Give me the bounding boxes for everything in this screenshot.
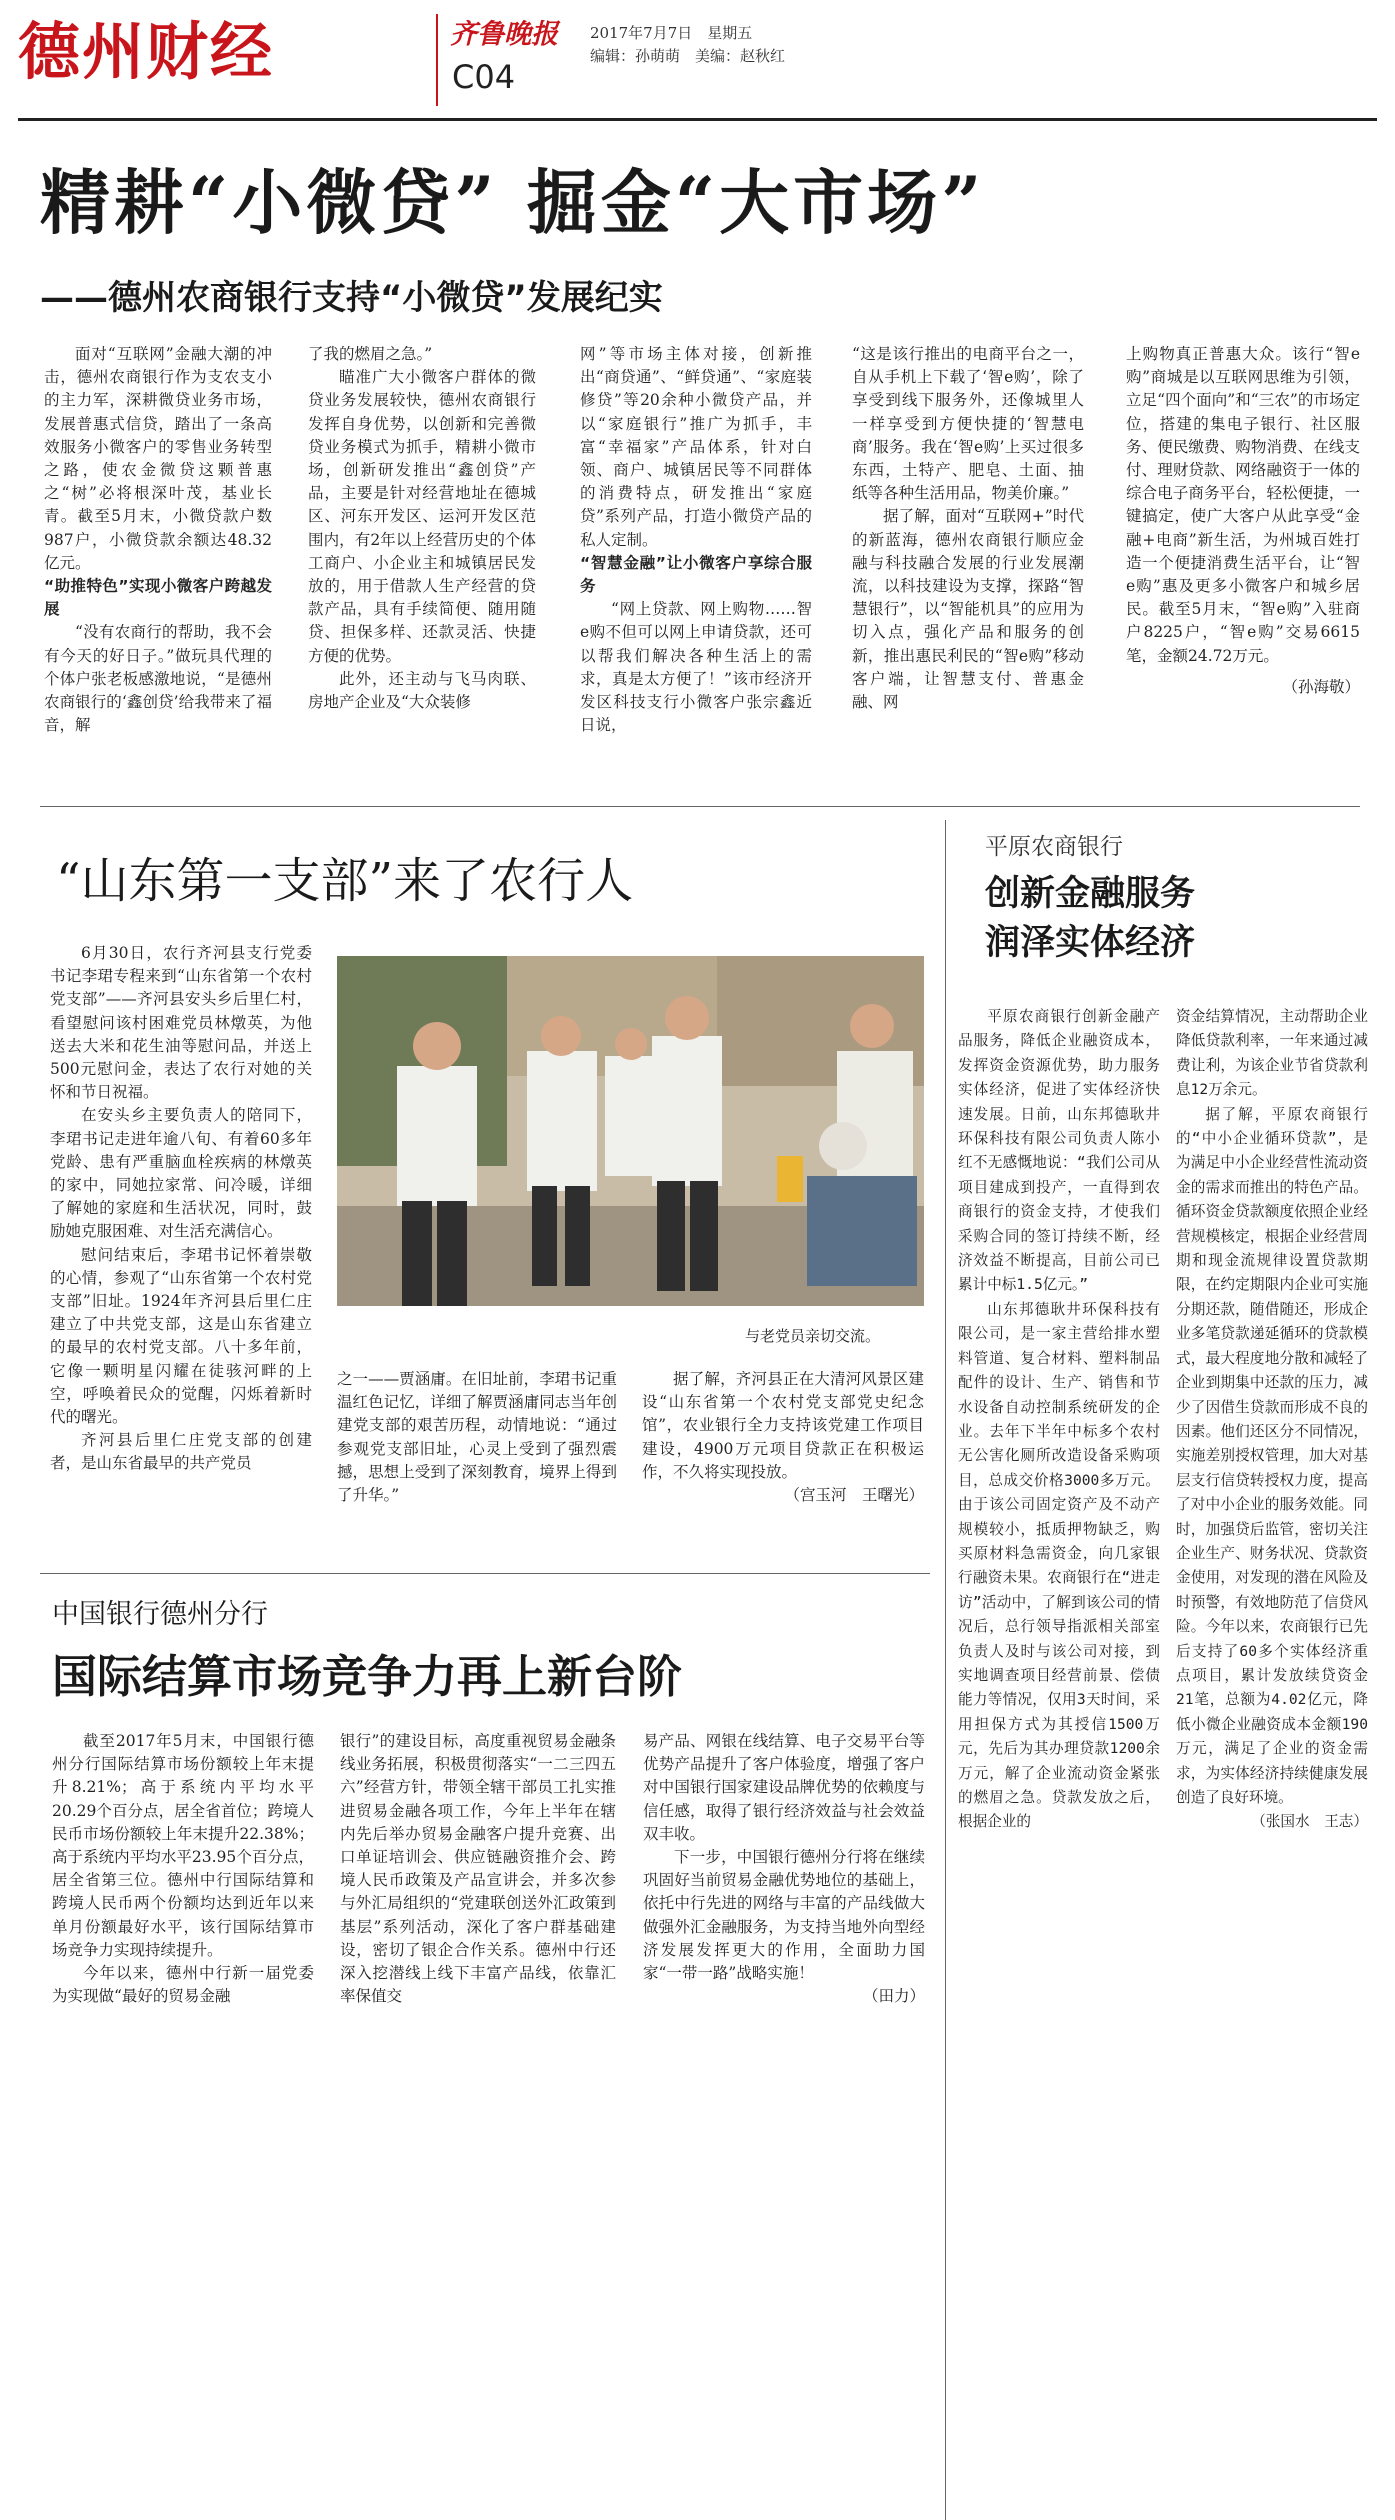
main-subheadline: ——德州农商银行支持“小微贷”发展纪实 [40, 278, 663, 318]
article4-column-3 [643, 1730, 925, 2008]
article1-column-3 [580, 343, 812, 737]
page-number: C04 [452, 58, 516, 96]
photo-illustration [337, 956, 924, 1306]
byline: （宫玉河 王曙光） [784, 1486, 924, 1505]
article4-headline: 国际结算市场竞争力再上新台阶 [52, 1650, 683, 1703]
paragraph: “没有农商行的帮助，我不会有今天的好日子。”做玩具代理的个体户张老板感激地说，“是德州农商银行的‘鑫创贷’给我带来了福音，解 [44, 623, 272, 735]
paragraph: 网”等市场主体对接，创新推出“商贷通”、“鲜贷通”、“家庭装修贷”等20余种小微贷产品，并以“家庭银行”推广为抓手，丰富“幸福家”产品体系，针对白领、商户、城镇居民等不同群体的消费特点，研发推出“家庭贷”系列产品，打造小微贷产品的私人定制。 [580, 345, 812, 549]
paragraph: “网上贷款、网上购物……智e购不但可以网上申请贷款，还可以帮我们解决各种生活上的需求，真是太方便了！”该市经济开发区科技支行小微客户张宗鑫近日说， [580, 600, 812, 735]
section-title: 德州财经 [18, 15, 275, 88]
paragraph: 今年以来，德州中行新一届党委为实现做“最好的贸易金融 [52, 1964, 314, 2006]
paragraph: 慰问结束后，李珺书记怀着崇敬的心情，参观了“山东省第一个农村党支部”旧址。1924年齐河县后里仁庄建立了中共党支部，这是山东省建立的最早的农村党支部。八十多年前，它像一颗明星闪耀在徒骇河畔的上空，呼唤着民众的觉醒，闪烁着新时代的曙光。 [50, 1245, 312, 1427]
paragraph: 上购物真正普惠大众。该行“智e购”商城是以互联网思维为引领，立足“四个面向”和“三农”的市场定位，搭建的集电子银行、社区服务、便民缴费、购物消费、在线支付、理财贷款、网络融资于一体的综合电子商务平台，轻松便捷，一键搞定，使广大客户从此享受“金融+电商”新生活，为州城百姓打造一个便捷消费生活平台，让“智e购”惠及更多小微客户和城乡居民。截至5月末，“智e购”入驻商户8225户，“智e购”交易6615笔，金额24.72万元。 [1126, 345, 1360, 665]
news-photo [337, 956, 924, 1306]
byline: （张国水 王志） [1251, 1813, 1368, 1831]
paragraph: 易产品、网银在线结算、电子交易平台等优势产品提升了客户体验度，增强了客户对中国银行国家建设品牌优势的依赖度与信任感，取得了银行经济效益与社会效益双丰收。 [643, 1732, 925, 1843]
article3-headline-line1: 创新金融服务 [985, 874, 1196, 914]
subheading: “智慧金融”让小微客户享综合服务 [580, 553, 812, 596]
article3-kicker: 平原农商银行 [985, 834, 1123, 860]
paragraph: 在安头乡主要负责人的陪同下，李珺书记走进年逾八旬、有着60多年党龄、患有严重脑血栓疾病的林燉英的家中，同她拉家常、问冷暖，详细了解她的家庭和生活状况，同时，鼓励她克服困难、对生活充满信心。 [50, 1106, 312, 1241]
paragraph: 银行”的建设目标，高度重视贸易金融条线业务拓展，积极贯彻落实“一二三四五六”经营方针，带领全辖干部员工扎实推进贸易金融各项工作，今年上半年在辖内先后举办贸易金融客户提升竞赛、出口单证培训会、供应链融资推介会、跨境人民币政策及产品宣讲会，并多次参与外汇局组织的“党建联创送外汇政策到基层”系列活动，深化了客户群基础建设，密切了银企合作关系。德州中行还深入挖潜线上线下丰富产品线，依靠汇率保值交 [340, 1732, 616, 2006]
article1-column-4 [852, 343, 1084, 714]
column-divider [945, 820, 946, 2520]
main-headline: 精耕“小微贷” 掘金“大市场” [40, 161, 986, 244]
section-divider [40, 806, 1360, 807]
masthead-rule [18, 118, 1377, 121]
paragraph: 平原农商银行创新金融产品服务，降低企业融资成本，发挥资金资源优势，助力服务实体经济，促进了实体经济快速发展。日前，山东邦德耿井环保科技有限公司负责人陈小红不无感慨地说：“我们公司从项目建成到投产，一直得到农商银行的资金支持，才使我们采购合同的签订持续不断，经济效益不断提高，目前公司已累计中标1.5亿元。” [958, 1008, 1160, 1294]
section-divider [40, 1573, 930, 1574]
byline: （孙海敬） [1282, 677, 1360, 696]
article4-column-1 [52, 1730, 314, 2008]
paragraph: “这是该行推出的电商平台之一，自从手机上下载了‘智e购’，除了享受到线下服务外，还像城里人一样享受到方便快捷的‘智慧电商’服务。我在‘智e购’上买过很多东西，土特产、肥皂、土面、抽纸等各种生活用品，物美价廉。” [852, 345, 1084, 503]
paragraph: 截至2017年5月末，中国银行德州分行国际结算市场份额较上年末提升8.21%；高于系统内平均水平20.29个百分点，居全省首位；跨境人民币市场份额较上年末提升22.38%；高于系统内平均水平23.95个百分点，居全省第三位。德州中行国际结算和跨境人民币两个份额均达到近年以来单月份额最好水平，该行国际结算市场竞争力实现持续提升。 [52, 1732, 314, 1959]
article2-column-1 [50, 942, 312, 1476]
masthead-divider [436, 14, 438, 106]
editors-line: 编辑：孙萌萌 美编：赵秋红 [590, 47, 786, 65]
photo-caption: 与老党员亲切交流。 [745, 1327, 881, 1345]
article2-column-3 [642, 1368, 924, 1507]
byline: （田力） [862, 1987, 925, 2006]
article4-column-2 [340, 1730, 616, 2008]
paragraph: 山东邦德耿井环保科技有限公司，是一家主营给排水塑料管道、复合材料、塑料制品配件的设计、生产、销售和节水设备自动控制系统研发的企业。去年下半年中标多个农村无公害化厕所改造设备采购项目，总成交价格3000多万元。由于该公司固定资产及不动产规模较小，抵质押物缺乏，购买原材料急需资金，向几家银行融资未果。农商银行在“进走访”活动中，了解到该公司的情况后，总行领导指派相关部室负责人及时与该公司对接，到实地调查项目经营前景、偿债能力等情况，仅用3天时间，采用担保方式为其授信1500万元，先后为其办理贷款1200余万元，解了企业流动资金紧张的燃眉之急。贷款发放之后，根据企业的 [958, 1300, 1160, 1831]
paragraph: 据了解，面对“互联网+”时代的新蓝海，德州农商银行顺应金融与科技融合发展的行业发展潮流，以科技建设为支撑，探路“智慧银行”，以“智能机具”的应用为切入点，强化产品和服务的创新，推出惠民利民的“智e购”移动客户端，让智慧支付、普惠金融、网 [852, 507, 1084, 712]
paragraph: 据了解，平原农商银行的“中小企业循环贷款”，是为满足中小企业经营性流动资金的需求而推出的特色产品。循环资金贷款额度依照企业经营规模核定，根据企业经营周期和现金流规律设置贷款期限，在约定期限内企业可实施分期还款，随借随还，形成企业多笔贷款递延循环的贷款模式，最大程度地分散和减轻了企业到期集中还款的压力，减少了因借生贷款而形成不良的因素。他们还区分不同情况，实施差别授权管理，加大对基层支行信贷转授权力度，提高了对中小企业的服务效能。同时，加强贷后监管，密切关注企业生产、财务状况、贷款资金使用，对发现的潜在风险及时预警，有效地防范了信贷风险。今年以来，农商银行已先后支持了60多个实体经济重点项目，累计发放续贷资金21笔，总额为4.02亿元，降低小微企业融资成本金额190万元，满足了企业的资金需求，为实体经济持续健康发展创造了良好环境。 [1176, 1105, 1368, 1806]
paragraph: 下一步，中国银行德州分行将在继续巩固好当前贸易金融优势地位的基础上，依托中行先进的网络与丰富的产品线做大做强外汇金融服务，为支持当地外向型经济发展发挥更大的作用，全面助力国家“一带一路”战略实施！ [643, 1848, 925, 1983]
paragraph: 面对“互联网”金融大潮的冲击，德州农商银行作为支农支小的主力军，深耕微贷业务市场，发展普惠式信贷，踏出了一条高效服务小微客户的零售业务转型之路，使农金微贷这颗普惠之“树”必将根深叶茂，基业长青。截至5月末，小微贷款户数987户，小微贷款余额达48.32亿元。 [44, 345, 272, 572]
subheading: “助推特色”实现小微客户跨越发展 [44, 577, 272, 619]
article4-kicker: 中国银行德州分行 [52, 1599, 268, 1630]
paragraph: 了我的燃眉之急。” [308, 345, 433, 363]
article2-column-2 [337, 1368, 617, 1507]
article1-column-1 [44, 343, 272, 737]
paragraph: 据了解，齐河县正在大清河风景区建设“山东省第一个农村党支部党史纪念馆”，农业银行全力支持该党建工作项目建设，4900万元项目贷款正在积极运作，不久将实现投放。 [642, 1370, 924, 1481]
article2-headline: “山东第一支部”来了农行人 [56, 853, 634, 909]
date-line: 2017年7月7日 星期五 [590, 24, 753, 42]
article1-column-2 [308, 343, 536, 714]
paragraph: 齐河县后里仁庄党支部的创建者，是山东省最早的共产党员 [50, 1431, 312, 1473]
article3-column-2 [1176, 1005, 1368, 1835]
paragraph: 6月30日，农行齐河县支行党委书记李珺专程来到“山东省第一个农村党支部”——齐河县安头乡后里仁村，看望慰问该村困难党员林燉英，为他送去大米和花生油等慰问品，并送上500元慰问金，表达了农行对她的关怀和节日祝福。 [50, 944, 312, 1102]
article3-column-1 [958, 1005, 1160, 1835]
paragraph: 资金结算情况，主动帮助企业降低贷款利率，一年来通过减费让利，为该企业节省贷款利息12万余元。 [1176, 1008, 1368, 1099]
article1-column-5 [1126, 343, 1360, 699]
paragraph: 此外，还主动与飞马肉联、房地产企业及“大众装修 [308, 669, 536, 712]
article3-headline-line2: 润泽实体经济 [985, 923, 1196, 963]
paper-logo: 齐鲁晚报 [450, 19, 558, 50]
paragraph: 之一——贾涵庸。在旧址前，李珺书记重温红色记忆，详细了解贾涵庸同志当年创建党支部的艰苦历程，动情地说：“通过参观党支部旧址，心灵上受到了强烈震撼，思想上受到了深刻教育，境界上得到了升华。” [337, 1370, 617, 1505]
paragraph: 瞄准广大小微客户群体的微贷业务发展较快，德州农商银行发挥自身优势，以创新和完善微贷业务模式为抓手，精耕小微市场，创新研发推出“鑫创贷”产品，主要是针对经营地址在德城区、河东开发区、运河开发区范围内，有2年以上经营历史的个体工商户、小企业主和城镇居民发放的，用于借款人生产经营的贷款产品，具有手续简便、随用随贷、担保多样、还款灵活、快捷方便的优势。 [308, 368, 536, 665]
